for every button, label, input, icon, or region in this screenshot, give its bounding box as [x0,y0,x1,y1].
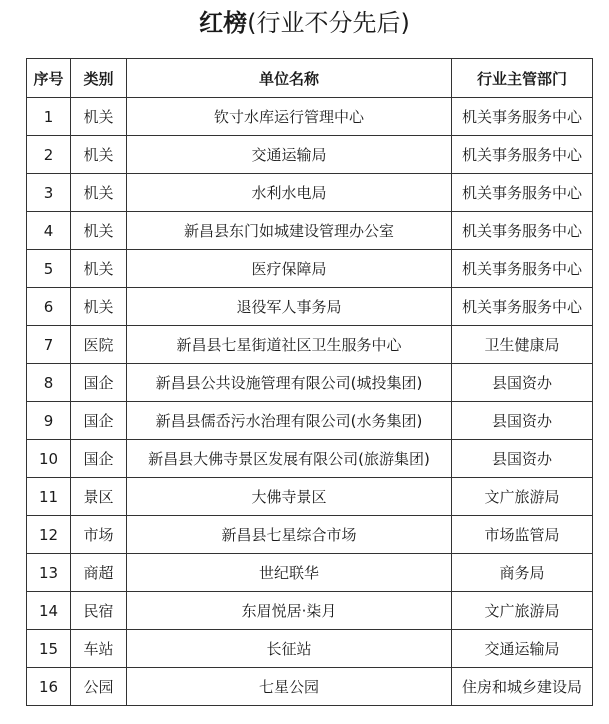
cell-category: 国企 [71,364,127,402]
cell-department: 机关事务服务中心 [452,136,593,174]
cell-index: 6 [27,288,71,326]
table-row [27,288,593,326]
cell-unit-name: 长征站 [127,630,452,668]
title-subtitle: (行业不分先后) [247,9,410,37]
cell-department: 文广旅游局 [452,478,593,516]
cell-index: 10 [27,440,71,478]
header-department: 行业主管部门 [452,59,593,98]
table-row [27,440,593,478]
cell-unit-name: 新昌县七星街道社区卫生服务中心 [127,326,452,364]
header-category: 类别 [71,59,127,98]
cell-index: 1 [27,98,71,136]
table-row [27,630,593,668]
cell-unit-name: 交通运输局 [127,136,452,174]
table-row [27,98,593,136]
cell-index: 12 [27,516,71,554]
table-row [27,516,593,554]
cell-department: 卫生健康局 [452,326,593,364]
title-main: 红榜 [199,9,248,37]
cell-unit-name: 大佛寺景区 [127,478,452,516]
cell-index: 8 [27,364,71,402]
table-row [27,250,593,288]
cell-category: 机关 [71,250,127,288]
cell-unit-name: 世纪联华 [127,554,452,592]
cell-category: 机关 [71,212,127,250]
cell-index: 5 [27,250,71,288]
cell-index: 2 [27,136,71,174]
cell-department: 商务局 [452,554,593,592]
cell-unit-name: 七星公园 [127,668,452,706]
cell-category: 公园 [71,668,127,706]
cell-unit-name: 新昌县七星综合市场 [127,516,452,554]
table-row [27,326,593,364]
cell-unit-name: 东眉悦居·柒月 [127,592,452,630]
cell-category: 机关 [71,288,127,326]
table-row [27,402,593,440]
cell-department: 文广旅游局 [452,592,593,630]
cell-category: 机关 [71,98,127,136]
cell-index: 4 [27,212,71,250]
red-list-table [26,58,593,706]
cell-index: 16 [27,668,71,706]
cell-department: 机关事务服务中心 [452,288,593,326]
cell-category: 商超 [71,554,127,592]
header-index: 序号 [27,59,71,98]
cell-department: 交通运输局 [452,630,593,668]
cell-department: 县国资办 [452,440,593,478]
cell-index: 9 [27,402,71,440]
cell-category: 机关 [71,174,127,212]
cell-index: 3 [27,174,71,212]
cell-unit-name: 新昌县公共设施管理有限公司(城投集团) [127,364,452,402]
table-row [27,364,593,402]
cell-department: 机关事务服务中心 [452,98,593,136]
cell-category: 国企 [71,440,127,478]
cell-category: 机关 [71,136,127,174]
cell-category: 市场 [71,516,127,554]
cell-index: 15 [27,630,71,668]
cell-category: 景区 [71,478,127,516]
page-title [0,6,609,40]
cell-department: 市场监管局 [452,516,593,554]
cell-department: 机关事务服务中心 [452,250,593,288]
cell-category: 医院 [71,326,127,364]
table-row [27,174,593,212]
table-header-row [27,59,593,98]
cell-department: 县国资办 [452,364,593,402]
cell-unit-name: 新昌县东门如城建设管理办公室 [127,212,452,250]
cell-unit-name: 水利水电局 [127,174,452,212]
table-row [27,478,593,516]
header-unit-name: 单位名称 [127,59,452,98]
cell-unit-name: 新昌县大佛寺景区发展有限公司(旅游集团) [127,440,452,478]
cell-unit-name: 新昌县儒岙污水治理有限公司(水务集团) [127,402,452,440]
cell-unit-name: 医疗保障局 [127,250,452,288]
cell-category: 国企 [71,402,127,440]
cell-index: 11 [27,478,71,516]
cell-category: 民宿 [71,592,127,630]
cell-department: 机关事务服务中心 [452,174,593,212]
cell-index: 14 [27,592,71,630]
cell-category: 车站 [71,630,127,668]
cell-index: 13 [27,554,71,592]
cell-department: 县国资办 [452,402,593,440]
table-row [27,212,593,250]
table-row [27,668,593,706]
cell-department: 机关事务服务中心 [452,212,593,250]
table-row [27,592,593,630]
cell-unit-name: 退役军人事务局 [127,288,452,326]
cell-unit-name: 钦寸水库运行管理中心 [127,98,452,136]
table-row [27,136,593,174]
cell-department: 住房和城乡建设局 [452,668,593,706]
table-row [27,554,593,592]
cell-index: 7 [27,326,71,364]
